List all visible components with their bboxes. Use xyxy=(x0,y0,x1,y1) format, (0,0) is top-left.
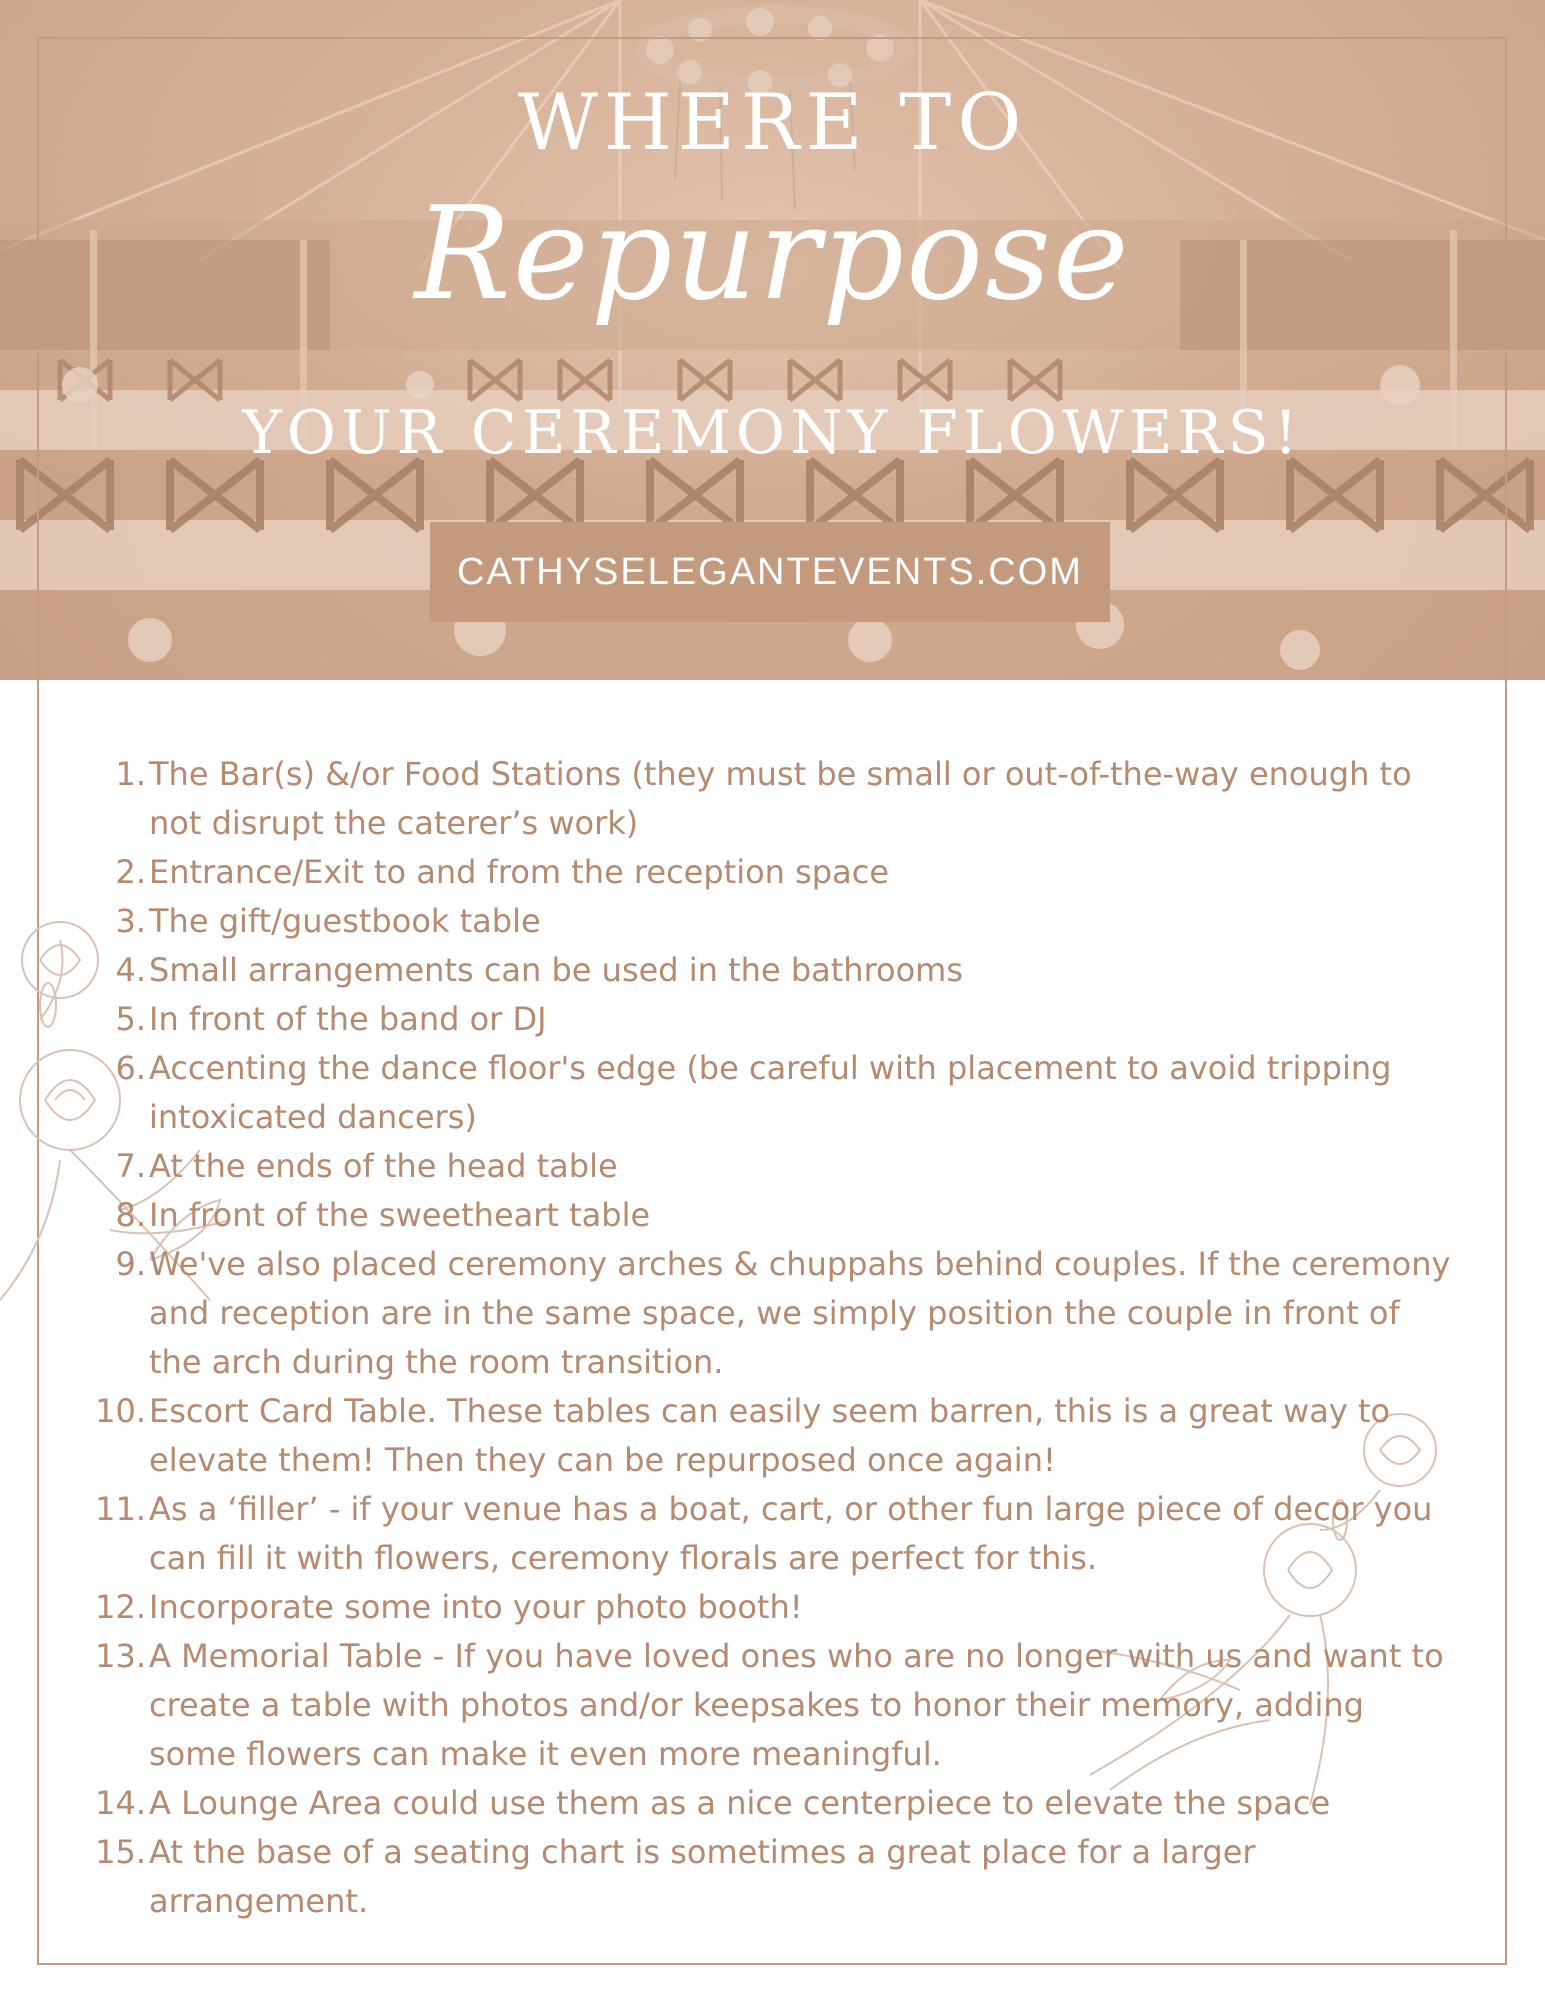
list-item xyxy=(95,1387,1460,1485)
list-item-text: The gift/guestbook table xyxy=(149,902,541,940)
list-item xyxy=(100,897,1460,946)
list-item-text: At the ends of the head table xyxy=(149,1147,618,1185)
list-item xyxy=(95,1828,1460,1926)
title-repurpose-script: Repurpose xyxy=(414,180,1131,329)
list-item xyxy=(95,1632,1460,1779)
list-item-text: Accenting the dance floor's edge (be careful with placement to avoid tripping intoxicated dancers) xyxy=(149,1049,1392,1136)
list-item-number: 5. xyxy=(115,1000,146,1038)
list-item-number: 4. xyxy=(115,951,146,989)
list-item xyxy=(100,1044,1460,1142)
list-item xyxy=(100,946,1460,995)
list-item-number: 10. xyxy=(95,1392,146,1430)
list-item xyxy=(100,1191,1460,1240)
list-item-text: Entrance/Exit to and from the reception space xyxy=(149,853,889,891)
list-item-number: 7. xyxy=(115,1147,146,1185)
list-item xyxy=(95,1779,1460,1828)
list-item-number: 3. xyxy=(115,902,146,940)
list-item-number: 11. xyxy=(95,1490,146,1528)
list-item-number: 14. xyxy=(95,1784,146,1822)
list-item xyxy=(100,750,1460,848)
website-url[interactable]: CATHYSELEGANTEVENTS.COM xyxy=(457,550,1083,593)
list-item-text: Incorporate some into your photo booth! xyxy=(149,1588,803,1626)
repurpose-list xyxy=(95,750,1460,1926)
list-item-number: 8. xyxy=(115,1196,146,1234)
list-item-text: A Lounge Area could use them as a nice centerpiece to elevate the space xyxy=(149,1784,1331,1822)
list-item-text: A Memorial Table - If you have loved ones who are no longer with us and want to create a table with photos and/or keepsakes to honor their memory, adding some flowers can make it even more meaningful. xyxy=(149,1637,1444,1773)
list-item xyxy=(95,1485,1460,1583)
list-item-text: We've also placed ceremony arches & chuppahs behind couples. If the ceremony and reception are in the same space, we simply position the couple in front of the arch during the room transition. xyxy=(149,1245,1451,1381)
list-item xyxy=(100,995,1460,1044)
title-ceremony-flowers: YOUR CEREMONY FLOWERS! xyxy=(242,398,1303,468)
list-item-text: In front of the band or DJ xyxy=(149,1000,547,1038)
list-item xyxy=(95,1583,1460,1632)
list-item-number: 15. xyxy=(95,1833,146,1871)
hero-banner xyxy=(0,0,1545,680)
list-item-text: As a ‘filler’ - if your venue has a boat, cart, or other fun large piece of decor you can fill it with flowers, ceremony florals are perfect for this. xyxy=(149,1490,1433,1577)
list-item-number: 12. xyxy=(95,1588,146,1626)
list-item-number: 6. xyxy=(115,1049,146,1087)
list-item-number: 2. xyxy=(115,853,146,891)
list-item-number: 1. xyxy=(115,755,146,793)
list-item-text: At the base of a seating chart is sometimes a great place for a larger arrangement. xyxy=(149,1833,1256,1920)
list-item-text: Escort Card Table. These tables can easily seem barren, this is a great way to elevate them! Then they can be repurposed once again! xyxy=(149,1392,1391,1479)
title-where-to: WHERE TO xyxy=(517,78,1028,168)
website-badge[interactable] xyxy=(430,522,1110,622)
list-item-text: The Bar(s) &/or Food Stations (they must be small or out-of-the-way enough to not disrupt the caterer’s work) xyxy=(149,755,1412,842)
list-item-number: 13. xyxy=(95,1637,146,1675)
list-item xyxy=(100,848,1460,897)
list-item xyxy=(100,1240,1460,1387)
list-item-number: 9. xyxy=(115,1245,146,1283)
list-item-text: In front of the sweetheart table xyxy=(149,1196,651,1234)
list-item xyxy=(100,1142,1460,1191)
list-item-text: Small arrangements can be used in the bathrooms xyxy=(149,951,964,989)
